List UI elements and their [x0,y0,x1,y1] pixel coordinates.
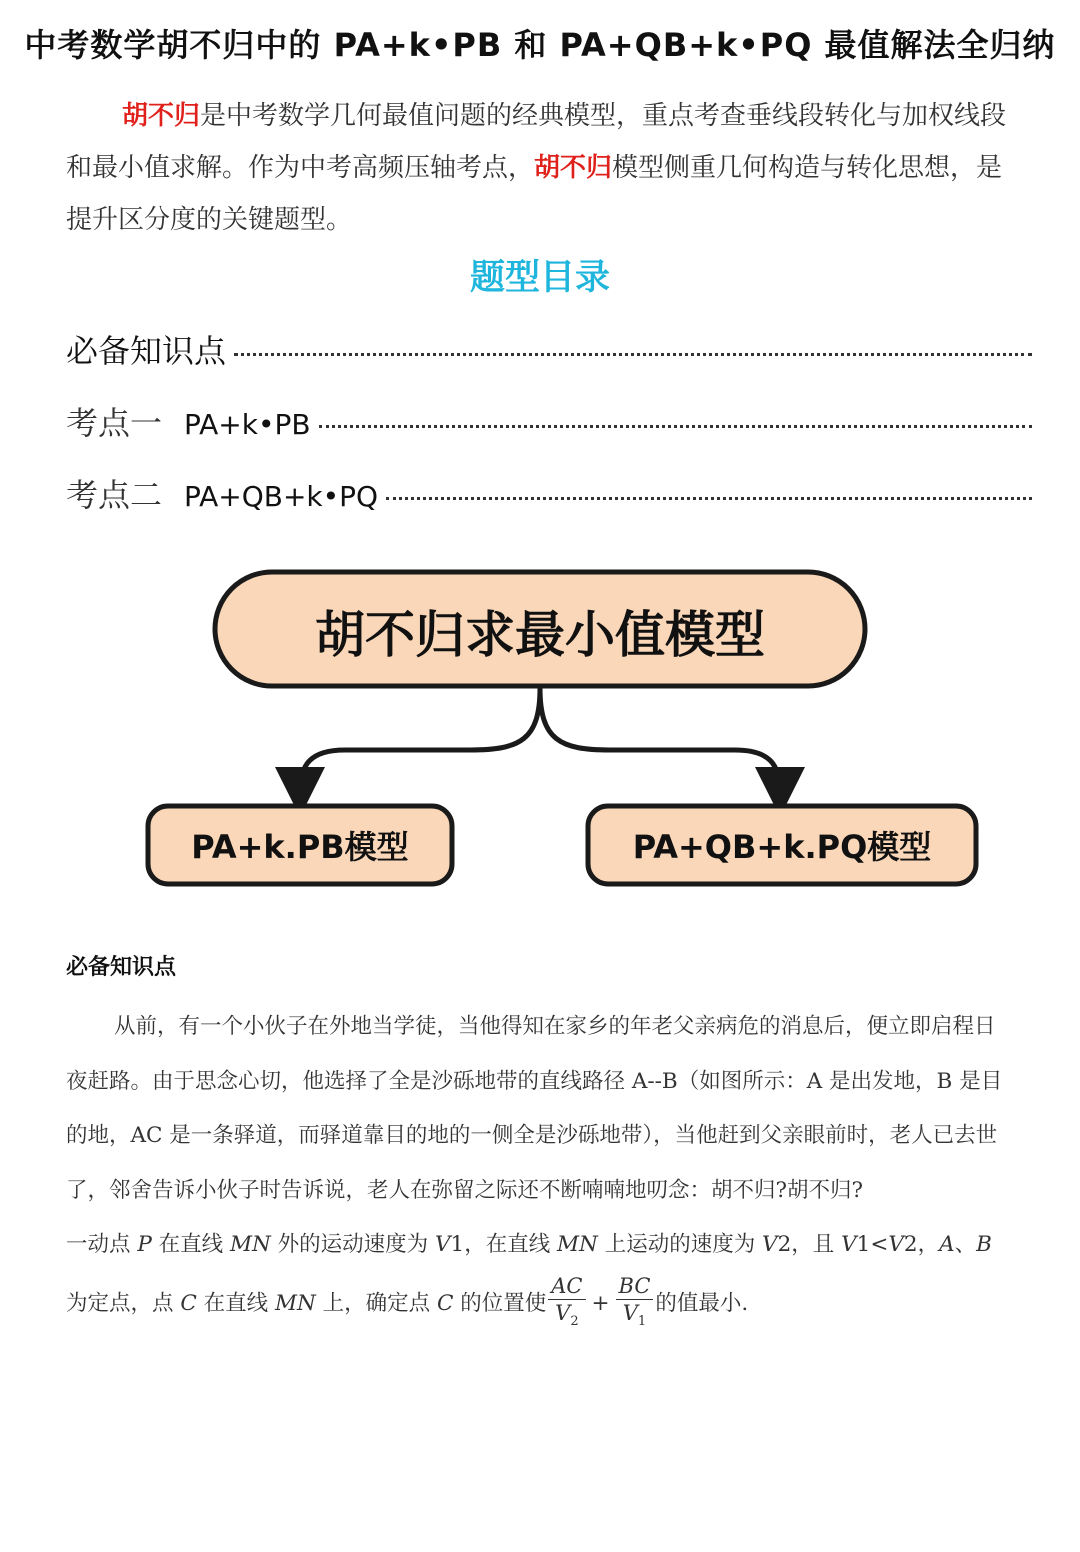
toc-item-label: 考点二 [66,476,163,514]
toc-item-sub: PA+QB+k•PQ [184,480,379,513]
story-text [66,1000,1016,1335]
document-title: 中考数学胡不归中的 PA+k•PB 和 PA+QB+k•PQ 最值解法全归纳 [24,26,1056,64]
root-node-label: 胡不归求最小值模型 [315,606,765,664]
problem-statement: 一动点 P 在直线 MN 外的运动速度为 V1，在直线 MN 上运动的速度为 V2，且 V1<V2，A、B 为定点，点 C 在直线 MN 上，确定点 C 的位置使 $\frac{AC}{V_2}$ + $\frac{BC}{V_1}$ 的值最小. [66,1218,1016,1335]
story-paragraph: 从前，有一个小伙子在外地当学徒，当他得知在家乡的年老父亲病危的消息后，便立即启程日夜赶路。由于思念心切，他选择了全是沙砾地带的直线路径 A--B（如图所示：A 是出发地，B 是目的地，AC 是一条驿道，而驿道靠目的地的一侧全是沙砾地带），当他赶到父亲眼前时，老人已去世了，邻舍告诉小伙子时告诉说，老人在弥留之际还不断喃喃地叨念：胡不归?胡不归? [66,1014,1003,1203]
toc-item-label: 考点一 [66,404,163,442]
right-node-label: PA+QB+k.PQ模型 [632,828,932,866]
fraction-ac-v2: $\frac{AC}{V_2}$ [548,1273,585,1335]
section-title: 必备知识点 [66,955,177,980]
connector-right [540,688,780,792]
toc-leader-dots [386,497,1032,500]
toc-item-point-2[interactable] [66,470,1032,516]
term-highlight: 胡不归 [122,101,201,131]
toc-heading: 题型目录 [469,257,610,298]
left-node-label: PA+k.PB模型 [191,828,409,866]
toc-item-label: 必备知识点 [66,332,227,370]
toc-leader-dots [319,425,1032,428]
fraction-bc-v1: $\frac{BC}{V_1}$ [616,1273,654,1335]
toc-leader-dots [234,353,1032,356]
intro-paragraph: 胡不归是中考数学几何最值问题的经典模型，重点考查垂线段转化与加权线段和最小值求解。作为中考高频压轴考点，胡不归模型侧重几何构造与转化思想，是提升区分度的关键题型。 [66,101,1007,235]
term-highlight-2: 胡不归 [534,153,613,183]
toc-item-knowledge[interactable] [66,326,1032,372]
toc-item-point-1[interactable] [66,398,1032,444]
connector-left [300,688,540,792]
model-diagram [0,560,1080,900]
toc-item-sub: PA+k•PB [184,408,311,441]
